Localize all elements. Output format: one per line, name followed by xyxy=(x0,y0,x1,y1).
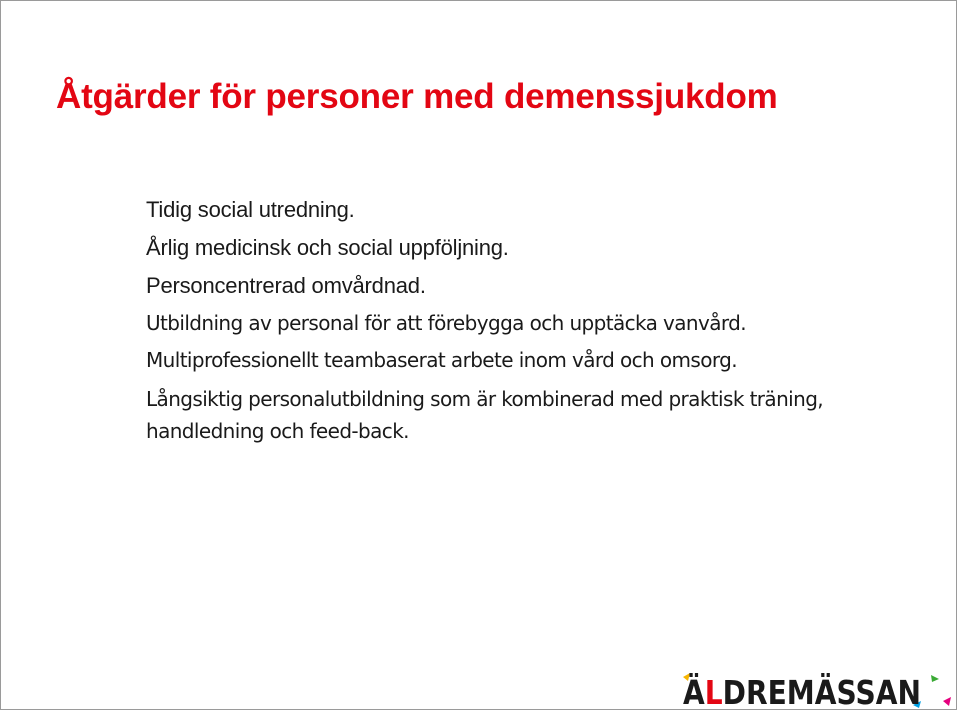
aldremassan-logo xyxy=(681,671,953,709)
list-item: Långsiktig personalutbildning som är kombinerad med praktisk träning, handledning och feed-back. xyxy=(146,387,824,443)
bullet-list xyxy=(146,191,906,447)
logo-letter: M xyxy=(786,673,820,709)
list-item: Tidig social utredning. xyxy=(146,197,355,222)
list-item: Multiprofessionellt teambaserat arbete inom vård och omsorg. xyxy=(146,348,737,372)
logo-letter: L xyxy=(704,673,726,709)
logo-accent-shard xyxy=(931,675,939,682)
logo-letter: S xyxy=(855,673,880,709)
logo-letter: N xyxy=(897,673,926,709)
list-item: Personcentrerad omvårdnad. xyxy=(146,273,426,298)
slide-title: Åtgärder för personer med demenssjukdom xyxy=(56,77,778,116)
logo-letter: Ä xyxy=(683,673,709,709)
logo-letter: E xyxy=(767,673,791,709)
logo-accent-shard xyxy=(943,697,951,706)
list-item: Årlig medicinsk och social uppföljning. xyxy=(146,235,509,260)
logo-letter: D xyxy=(722,673,751,709)
logo-wordmark xyxy=(683,672,926,709)
list-item: Utbildning av personal för att förebygga och upptäcka vanvård. xyxy=(146,311,747,335)
logo-letter: Ä xyxy=(814,673,841,709)
logo-letter: R xyxy=(745,673,772,709)
logo-letter: A xyxy=(875,673,902,709)
logo-letter: S xyxy=(836,673,859,709)
